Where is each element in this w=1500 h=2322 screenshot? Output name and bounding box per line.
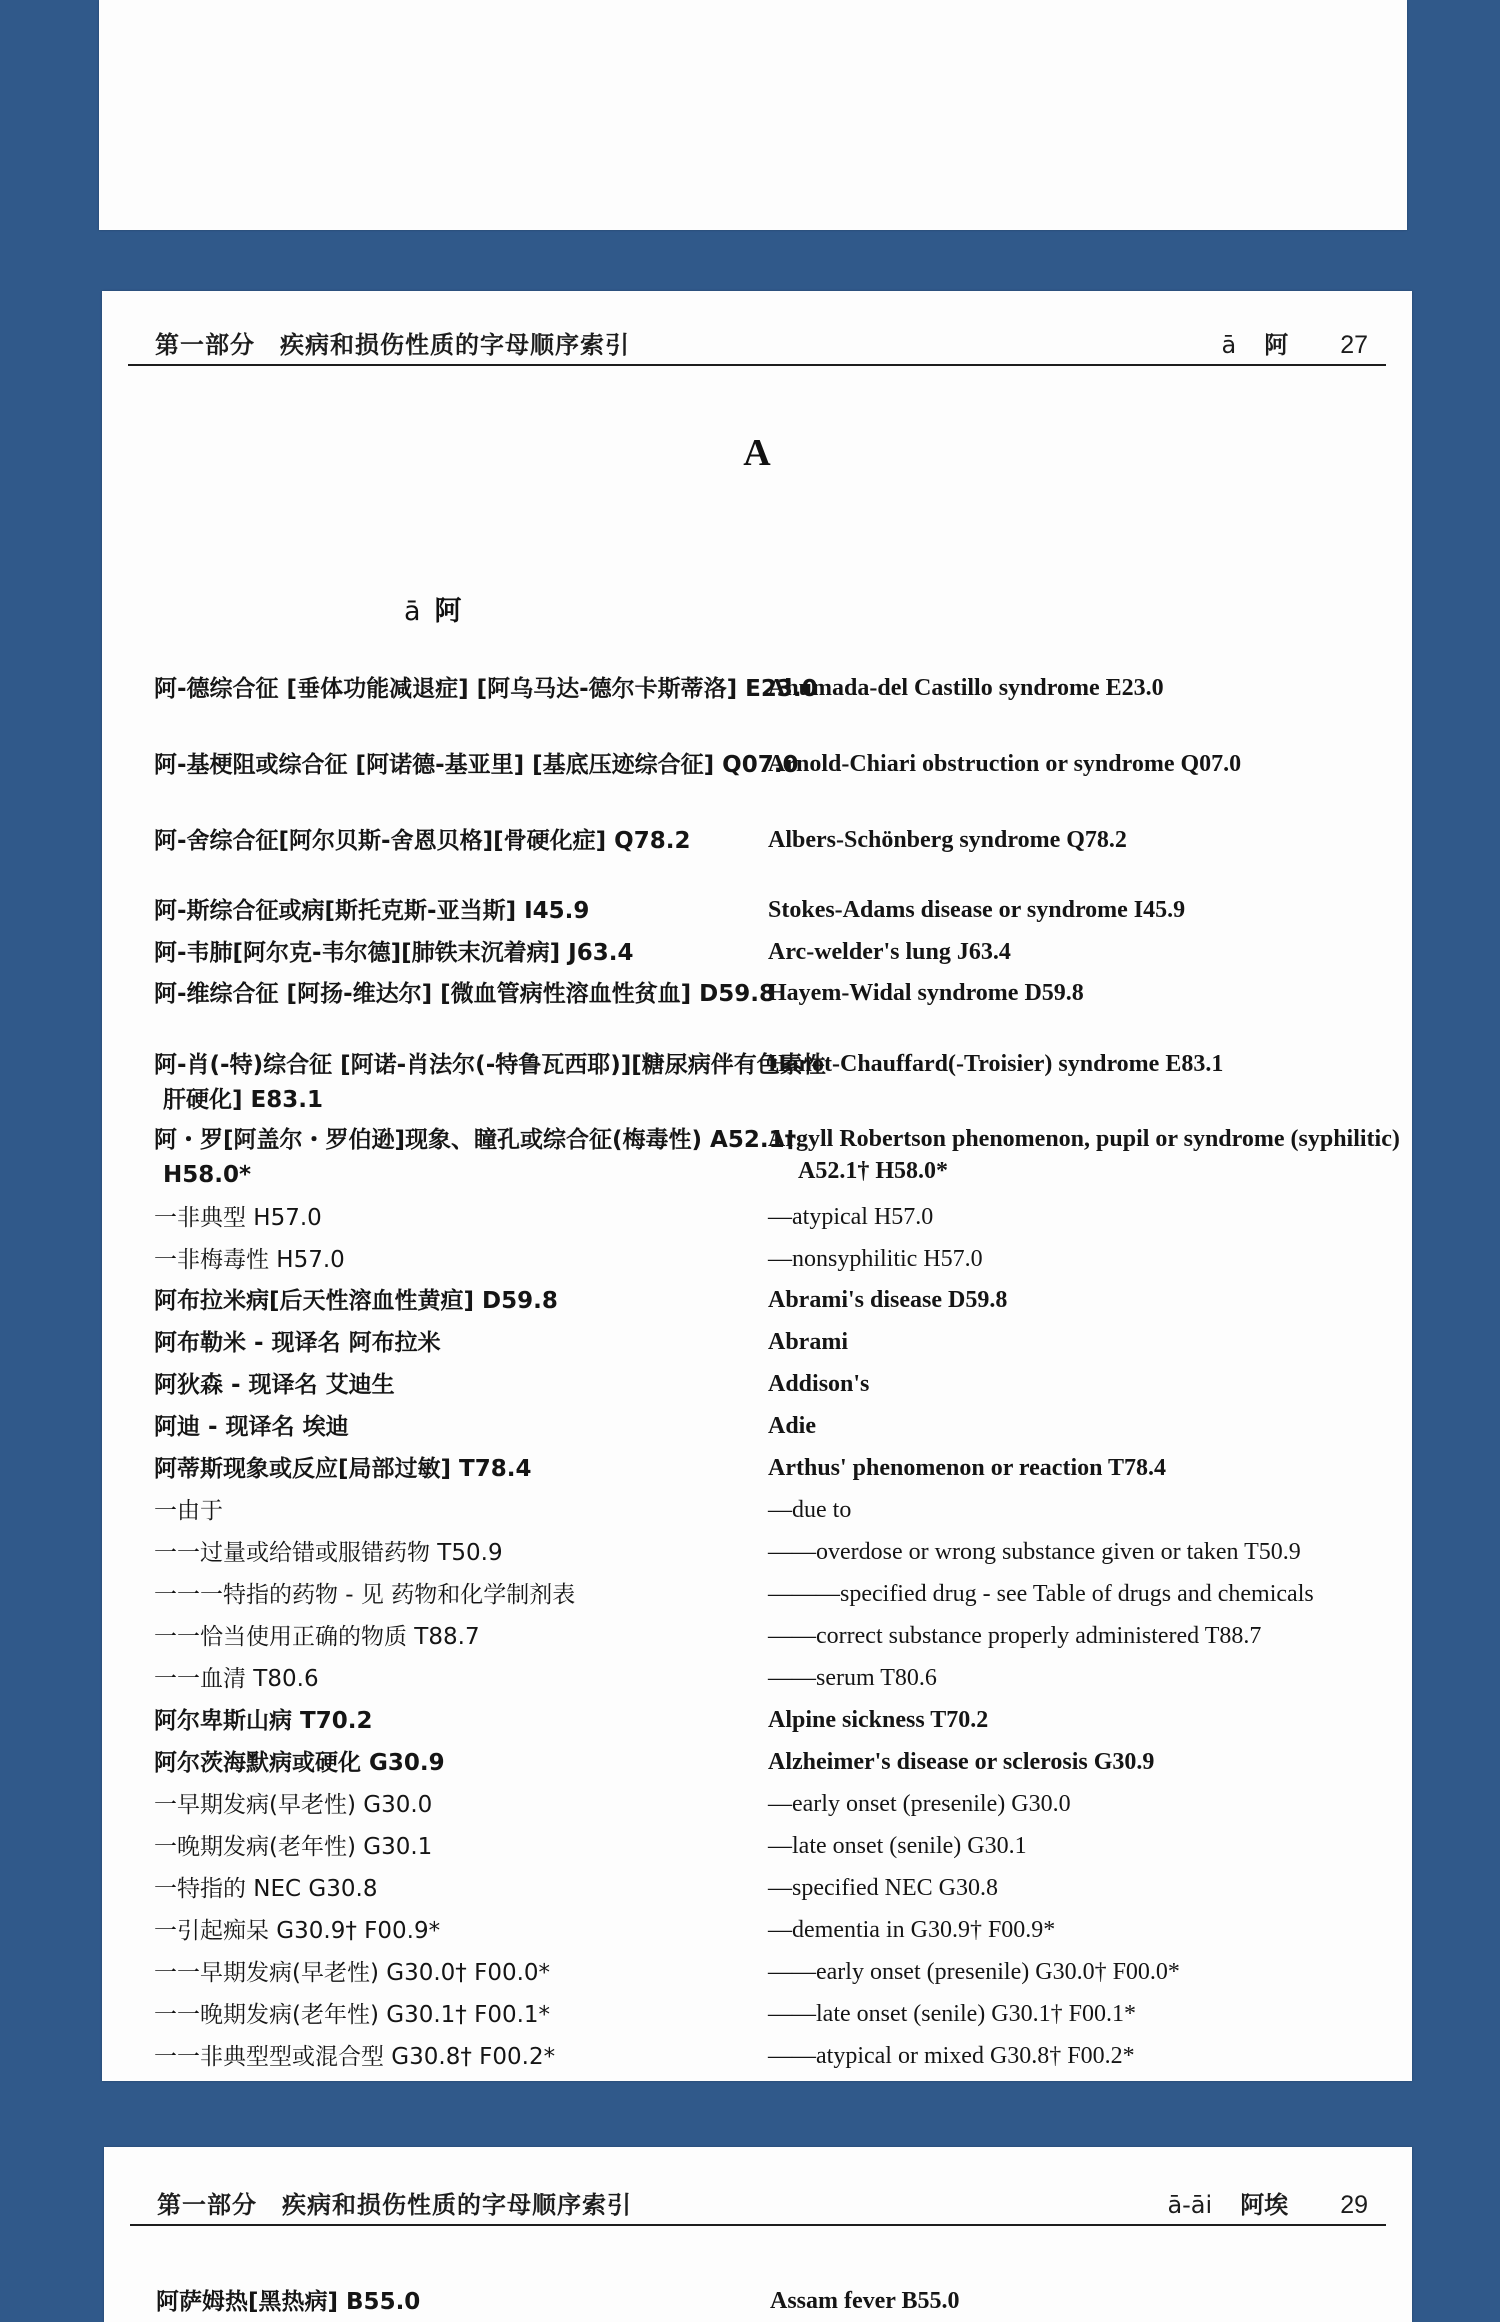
entry-chinese-term: 一一过量或给错或服错药物 T50.9 xyxy=(154,1540,503,1566)
entry-english-term: —due to xyxy=(768,1497,852,1523)
page-number: 29 xyxy=(1340,2191,1368,2219)
entry-chinese-term: 一一晚期发病(老年性) G30.1† F00.1* xyxy=(154,2002,551,2028)
entry-chinese-term: 一非梅毒性 H57.0 xyxy=(154,1247,345,1273)
running-head-pinyin: ā-āi xyxy=(1167,2191,1213,2219)
entry-english-term: Alpine sickness T70.2 xyxy=(768,1707,989,1733)
entry-english-term: Assam fever B55.0 xyxy=(770,2288,960,2314)
entry-chinese-term: 一特指的 NEC G30.8 xyxy=(154,1876,378,1902)
entry-chinese-term: 阿-韦肺[阿尔克-韦尔德][肺铁末沉着病] J63.4 xyxy=(154,940,634,966)
running-head-pinyin: ā xyxy=(1221,331,1237,359)
entry-chinese-term: 一一早期发病(早老性) G30.0† F00.0* xyxy=(154,1960,551,1986)
entry-chinese-term: 阿萨姆热[黑热病] B55.0 xyxy=(156,2289,421,2315)
running-head-title: 第一部分 疾病和损伤性质的字母顺序索引 xyxy=(157,2191,632,2219)
entry-chinese-term: 阿-维综合征 [阿扬-维达尔] [微血管病性溶血性贫血] D59.8 xyxy=(154,981,775,1007)
entry-english-term: —specified NEC G30.8 xyxy=(768,1875,998,1901)
entry-chinese-term: 阿尔卑斯山病 T70.2 xyxy=(154,1708,373,1734)
entry-english-term: Arc-welder's lung J63.4 xyxy=(768,939,1011,965)
entry-english-term: —late onset (senile) G30.1 xyxy=(768,1833,1027,1859)
index-page-27 xyxy=(102,291,1412,2081)
entry-chinese-term: 一一非典型型或混合型 G30.8† F00.2* xyxy=(154,2044,556,2070)
entry-english-term: Albers-Schönberg syndrome Q78.2 xyxy=(768,827,1127,853)
section-letter: A xyxy=(743,432,771,474)
entry-english-term: ——late onset (senile) G30.1† F00.1* xyxy=(768,2001,1136,2027)
entry-english-term: —dementia in G30.9† F00.9* xyxy=(768,1917,1056,1943)
entry-chinese-term: 一一一特指的药物 - 见 药物和化学制剂表 xyxy=(154,1582,576,1608)
entry-english-term: ——correct substance properly administered T88.7 xyxy=(768,1623,1262,1649)
entry-chinese-term: 一早期发病(早老性) G30.0 xyxy=(154,1792,433,1818)
running-head xyxy=(128,321,1386,366)
entry-chinese-term: 阿布勒米 - 现译名 阿布拉米 xyxy=(154,1330,441,1356)
entry-chinese-term: 一一恰当使用正确的物质 T88.7 xyxy=(154,1624,480,1650)
entry-english-term: —nonsyphilitic H57.0 xyxy=(768,1246,983,1272)
entry-chinese-term: 阿蒂斯现象或反应[局部过敏] T78.4 xyxy=(154,1456,532,1482)
entry-english-term: Alzheimer's disease or sclerosis G30.9 xyxy=(768,1749,1155,1775)
entry-chinese-term: 一晚期发病(老年性) G30.1 xyxy=(154,1834,433,1860)
entry-english-term: ——serum T80.6 xyxy=(768,1665,937,1691)
entry-english-term: ———specified drug - see Table of drugs and chemicals xyxy=(768,1581,1314,1607)
entry-chinese-term: 阿狄森 - 现译名 艾迪生 xyxy=(154,1372,395,1398)
entry-english-term: Adie xyxy=(768,1413,816,1439)
running-head-hanzi: 阿埃 xyxy=(1240,2191,1289,2219)
entry-chinese-term: 一非典型 H57.0 xyxy=(154,1205,322,1231)
running-head-title: 第一部分 疾病和损伤性质的字母顺序索引 xyxy=(155,331,630,359)
entry-english-term: Hanot-Chauffard(-Troisier) syndrome E83.1 xyxy=(768,1051,1224,1077)
entry-english-term: Ahumada-del Castillo syndrome E23.0 xyxy=(768,675,1164,701)
entry-chinese-term: 阿布拉米病[后天性溶血性黄疸] D59.8 xyxy=(154,1288,558,1314)
entry-chinese-term: 阿-德综合征 [垂体功能减退症] [阿乌马达-德尔卡斯蒂洛] E23.0 xyxy=(154,676,818,702)
page-number: 27 xyxy=(1340,331,1368,359)
entry-chinese-term: 一由于 xyxy=(154,1498,223,1524)
running-head-hanzi: 阿 xyxy=(1264,331,1289,359)
entry-chinese-term: 阿-舍综合征[阿尔贝斯-舍恩贝格][骨硬化症] Q78.2 xyxy=(154,828,691,854)
entry-chinese-term: 阿-肖(-特)综合征 [阿诺-肖法尔(-特鲁瓦西耶)][糖尿病伴有色素性肝硬化] E83.1 xyxy=(154,1052,826,1113)
entry-chinese-term: 阿・罗[阿盖尔・罗伯逊]现象、瞳孔或综合征(梅毒性) A52.1† H58.0* xyxy=(154,1127,797,1188)
entry-english-term: Addison's xyxy=(768,1371,870,1397)
entry-english-term: Arthus' phenomenon or reaction T78.4 xyxy=(768,1455,1167,1481)
entry-chinese-term: 一一血清 T80.6 xyxy=(154,1666,319,1692)
entry-chinese-term: 阿迪 - 现译名 埃迪 xyxy=(154,1414,349,1440)
entry-english-term: ——overdose or wrong substance given or taken T50.9 xyxy=(768,1539,1301,1565)
entry-english-term: Hayem-Widal syndrome D59.8 xyxy=(768,980,1084,1006)
entry-english-term: —atypical H57.0 xyxy=(768,1204,934,1230)
entry-english-term: ——early onset (presenile) G30.0† F00.0* xyxy=(768,1959,1180,1985)
entry-english-term: Abrami xyxy=(768,1329,848,1355)
entry-english-term: Argyll Robertson phenomenon, pupil or syndrome (syphilitic) A52.1† H58.0* xyxy=(768,1126,1400,1184)
subhead-hanzi: 阿 xyxy=(434,596,462,627)
running-head xyxy=(130,2177,1386,2226)
entry-english-term: Arnold-Chiari obstruction or syndrome Q07.0 xyxy=(768,751,1242,777)
entry-english-term: ——atypical or mixed G30.8† F00.2* xyxy=(768,2043,1135,2069)
entry-chinese-term: 阿-基梗阻或综合征 [阿诺德-基亚里] [基底压迹综合征] Q07.0 xyxy=(154,752,799,778)
subhead-pinyin: ā xyxy=(404,596,421,627)
entry-english-term: Stokes-Adams disease or syndrome I45.9 xyxy=(768,897,1186,923)
previous-page-fragment xyxy=(99,0,1407,230)
entry-chinese-term: 一引起痴呆 G30.9† F00.9* xyxy=(154,1918,441,1944)
pinyin-subhead xyxy=(404,589,462,628)
entry-chinese-term: 阿-斯综合征或病[斯托克斯-亚当斯] I45.9 xyxy=(154,898,590,924)
entry-english-term: —early onset (presenile) G30.0 xyxy=(768,1791,1071,1817)
entry-chinese-term: 阿尔茨海默病或硬化 G30.9 xyxy=(154,1750,445,1776)
index-page-29 xyxy=(104,2147,1412,2322)
entry-english-term: Abrami's disease D59.8 xyxy=(768,1287,1008,1313)
